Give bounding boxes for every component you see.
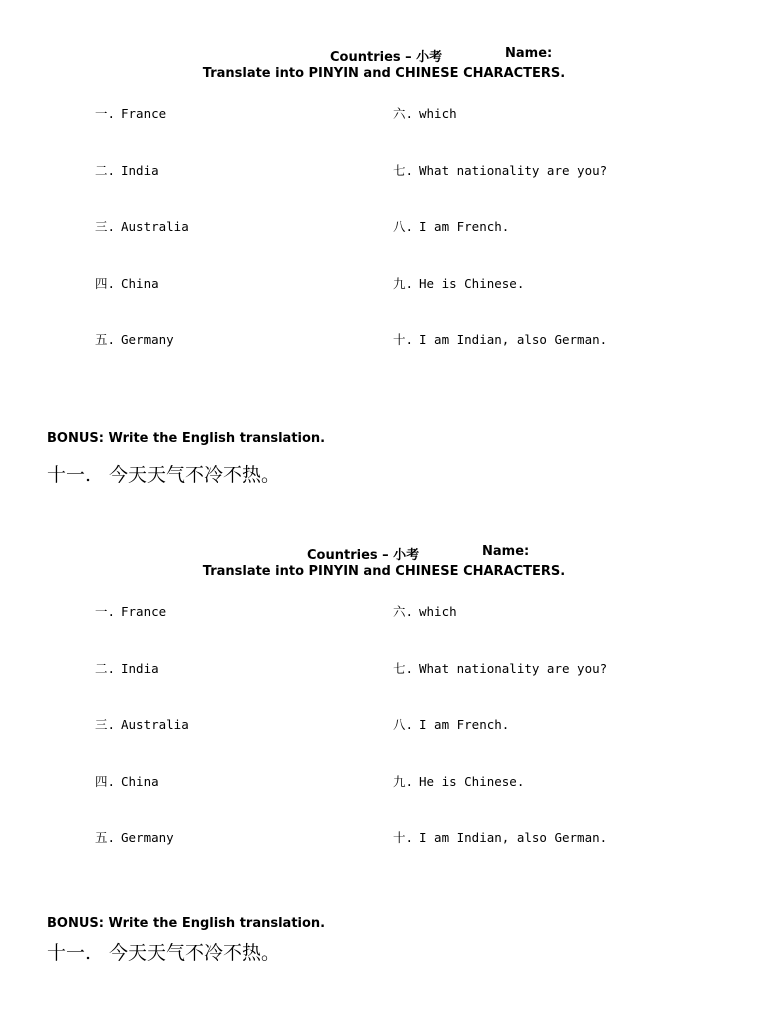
question-text: which — [419, 604, 457, 619]
question-text: Australia — [121, 717, 189, 732]
question-number: 七. — [393, 661, 414, 676]
question-number: 十. — [393, 830, 414, 845]
question-item — [393, 715, 509, 733]
question-number: 五. — [95, 830, 116, 845]
question-number: 十. — [393, 332, 414, 347]
question-item — [95, 602, 166, 620]
question-number: 六. — [393, 604, 414, 619]
question-item — [393, 274, 524, 292]
question-item — [95, 772, 159, 790]
question-number: 八. — [393, 717, 414, 732]
question-item — [95, 330, 174, 348]
question-item — [95, 274, 159, 292]
question-number: 四. — [95, 774, 116, 789]
question-item — [393, 828, 607, 846]
question-item — [393, 772, 524, 790]
bonus-text: 今天天气不冷不热。 — [109, 464, 281, 486]
question-item — [95, 828, 174, 846]
question-text: I am Indian, also German. — [419, 830, 608, 845]
question-item — [393, 602, 457, 620]
quiz-title: Countries – 小考 — [307, 548, 420, 563]
question-item — [95, 659, 159, 677]
question-item — [393, 161, 607, 179]
bonus-question — [47, 460, 280, 487]
question-text: which — [419, 106, 457, 121]
question-text: He is Chinese. — [419, 774, 525, 789]
question-number: 二. — [95, 661, 116, 676]
question-number: 九. — [393, 774, 414, 789]
question-item — [393, 217, 509, 235]
question-text: What nationality are you? — [419, 661, 608, 676]
question-item — [95, 715, 189, 733]
question-text: Australia — [121, 219, 189, 234]
question-text: I am French. — [419, 219, 510, 234]
question-item — [95, 161, 159, 179]
bonus-label: BONUS: Write the English translation. — [47, 916, 326, 931]
question-text: Germany — [121, 830, 174, 845]
quiz-sheet-2 — [0, 498, 768, 998]
question-item — [393, 330, 607, 348]
question-number: 八. — [393, 219, 414, 234]
question-item — [95, 104, 166, 122]
question-number: 九. — [393, 276, 414, 291]
instructions: Translate into PINYIN and CHINESE CHARACTERS. — [202, 564, 566, 579]
question-number: 四. — [95, 276, 116, 291]
question-text: What nationality are you? — [419, 163, 608, 178]
question-number: 六. — [393, 106, 414, 121]
question-number: 一. — [95, 106, 116, 121]
question-item — [393, 104, 457, 122]
instructions: Translate into PINYIN and CHINESE CHARACTERS. — [202, 66, 566, 81]
name-label: Name: — [482, 544, 530, 559]
bonus-question — [47, 938, 280, 965]
question-text: India — [121, 661, 159, 676]
bonus-text: 今天天气不冷不热。 — [109, 942, 281, 964]
question-number: 三. — [95, 219, 116, 234]
bonus-label: BONUS: Write the English translation. — [47, 431, 326, 446]
question-text: France — [121, 604, 167, 619]
question-text: Germany — [121, 332, 174, 347]
question-number: 三. — [95, 717, 116, 732]
quiz-sheet-1 — [0, 0, 768, 500]
bonus-number: 十一. — [47, 942, 92, 964]
question-item — [393, 659, 607, 677]
question-text: China — [121, 774, 159, 789]
question-text: I am French. — [419, 717, 510, 732]
question-text: He is Chinese. — [419, 276, 525, 291]
question-text: France — [121, 106, 167, 121]
question-number: 二. — [95, 163, 116, 178]
question-text: I am Indian, also German. — [419, 332, 608, 347]
question-item — [95, 217, 189, 235]
question-text: China — [121, 276, 159, 291]
question-number: 五. — [95, 332, 116, 347]
bonus-number: 十一. — [47, 464, 92, 486]
question-number: 一. — [95, 604, 116, 619]
quiz-title: Countries – 小考 — [330, 50, 443, 65]
name-label: Name: — [505, 46, 553, 61]
question-text: India — [121, 163, 159, 178]
question-number: 七. — [393, 163, 414, 178]
